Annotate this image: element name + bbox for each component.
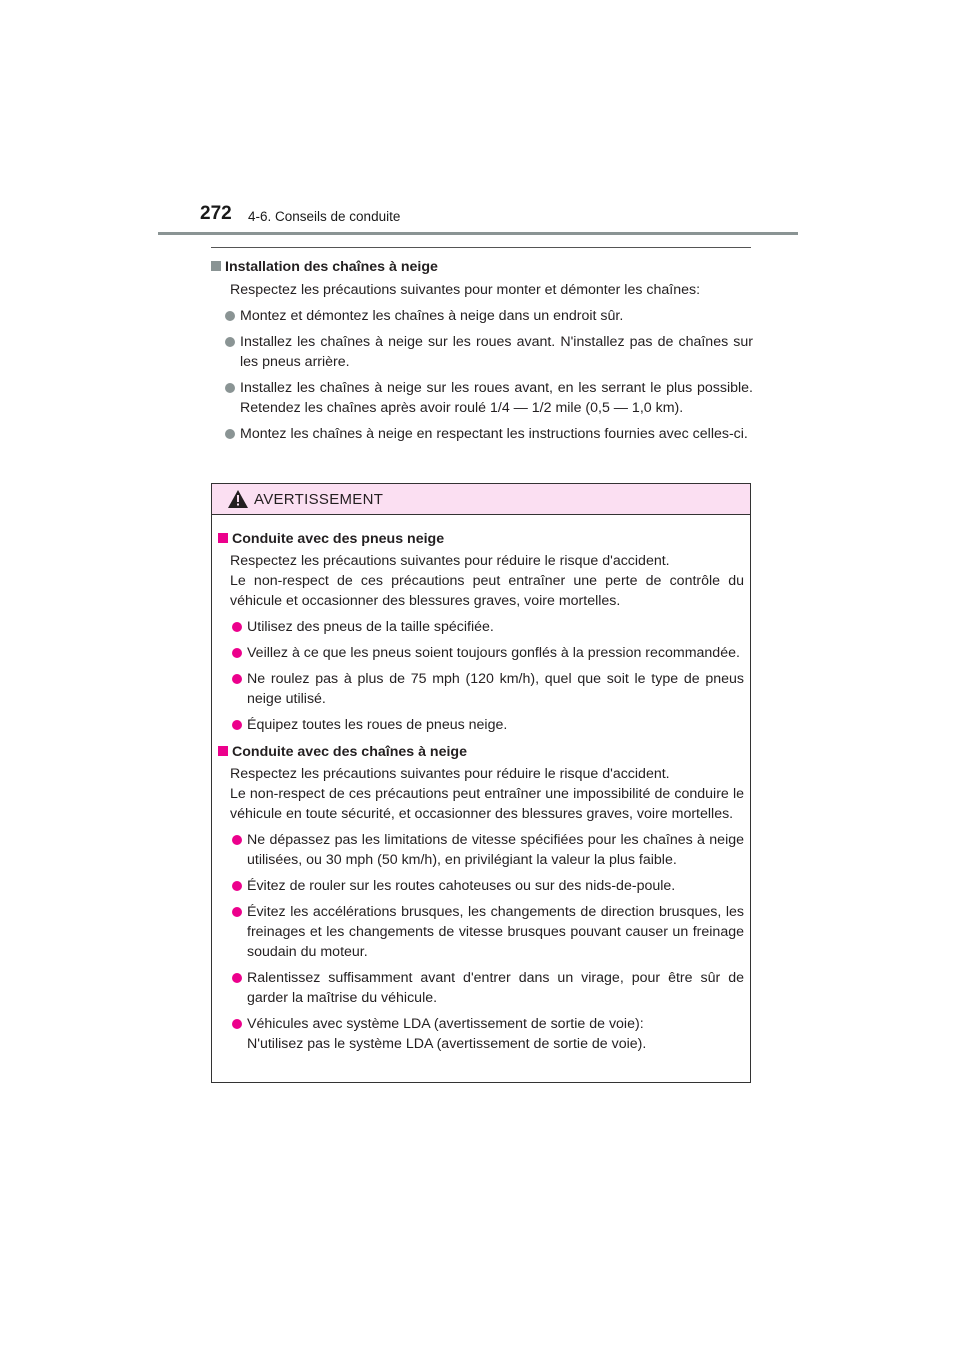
circle-bullet-icon: [225, 429, 235, 439]
warning-triangle-icon: [228, 490, 248, 508]
header-divider: [158, 232, 798, 235]
list-item: Veillez à ce que les pneus soient toujours gonflés à la pression recommandée.: [218, 643, 744, 663]
warning-heading-snow-tires: Conduite avec des pneus neige: [218, 529, 744, 549]
circle-bullet-icon: [225, 311, 235, 321]
list-item: Installez les chaînes à neige sur les roues avant, en les serrant le plus possible. Retendez les chaînes après avoir roulé 1/4 — 1/2 mile (0,5 — 1,0 km).: [211, 378, 753, 418]
list-item: Ne roulez pas à plus de 75 mph (120 km/h), quel que soit le type de pneus neige utilisé.: [218, 669, 744, 709]
circle-bullet-icon: [232, 674, 242, 684]
list-item: Ralentissez suffisamment avant d'entrer dans un virage, pour être sûr de garder la maîtrise du véhicule.: [218, 968, 744, 1008]
warning-heading-snow-chains: Conduite avec des chaînes à neige: [218, 742, 744, 762]
list-item: Montez les chaînes à neige en respectant les instructions fournies avec celles-ci.: [211, 424, 753, 444]
list-item: Évitez de rouler sur les routes cahoteuses ou sur des nids-de-poule.: [218, 876, 744, 896]
warning-intro: Le non-respect de ces précautions peut entraîner une perte de contrôle du véhicule et occasionner des blessures graves, voire mortelles.: [230, 573, 744, 609]
square-bullet-icon: [211, 261, 221, 271]
list-item: Véhicules avec système LDA (avertissement de sortie de voie): N'utilisez pas le système LDA (avertissement de sortie de voie).: [218, 1014, 744, 1054]
list-item: Évitez les accélérations brusques, les changements de direction brusques, les freinages et les changements de vitesse brusques pouvant causer un freinage soudain du moteur.: [218, 902, 744, 962]
warning-title: AVERTISSEMENT: [254, 491, 384, 508]
circle-bullet-icon: [232, 835, 242, 845]
circle-bullet-icon: [225, 337, 235, 347]
section-heading: Installation des chaînes à neige: [211, 257, 753, 277]
page-number: 272: [200, 203, 232, 224]
warning-intro: Respectez les précautions suivantes pour réduire le risque d'accident.: [230, 766, 670, 782]
square-bullet-icon: [218, 746, 228, 756]
circle-bullet-icon: [232, 881, 242, 891]
circle-bullet-icon: [232, 973, 242, 983]
list-item: Montez et démontez les chaînes à neige dans un endroit sûr.: [211, 306, 753, 326]
circle-bullet-icon: [232, 648, 242, 658]
content-divider: [211, 247, 751, 248]
list-item: Ne dépassez pas les limitations de vitesse spécifiées pour les chaînes à neige utilisées, ou 30 mph (50 km/h), en privilégiant la valeur la plus faible.: [218, 830, 744, 870]
list-item: Équipez toutes les roues de pneus neige.: [218, 715, 744, 735]
circle-bullet-icon: [232, 907, 242, 917]
warning-intro: Le non-respect de ces précautions peut entraîner une impossibilité de conduire le véhicule en toute sécurité, et occasionner des blessures graves, voire mortelles.: [230, 786, 744, 822]
list-item: Installez les chaînes à neige sur les roues avant. N'installez pas de chaînes sur les pneus arrière.: [211, 332, 753, 372]
warning-intro: Respectez les précautions suivantes pour réduire le risque d'accident.: [230, 553, 670, 569]
circle-bullet-icon: [232, 1019, 242, 1029]
section-title: 4-6. Conseils de conduite: [248, 209, 401, 224]
warning-body: [212, 515, 750, 1054]
circle-bullet-icon: [232, 720, 242, 730]
circle-bullet-icon: [225, 383, 235, 393]
section-intro: Respectez les précautions suivantes pour monter et démonter les chaînes:: [230, 282, 701, 298]
snow-chain-installation-section: [211, 257, 753, 444]
warning-header: [212, 484, 750, 515]
square-bullet-icon: [218, 533, 228, 543]
circle-bullet-icon: [232, 622, 242, 632]
warning-box: [211, 483, 751, 1083]
list-item: Utilisez des pneus de la taille spécifiée.: [218, 617, 744, 637]
